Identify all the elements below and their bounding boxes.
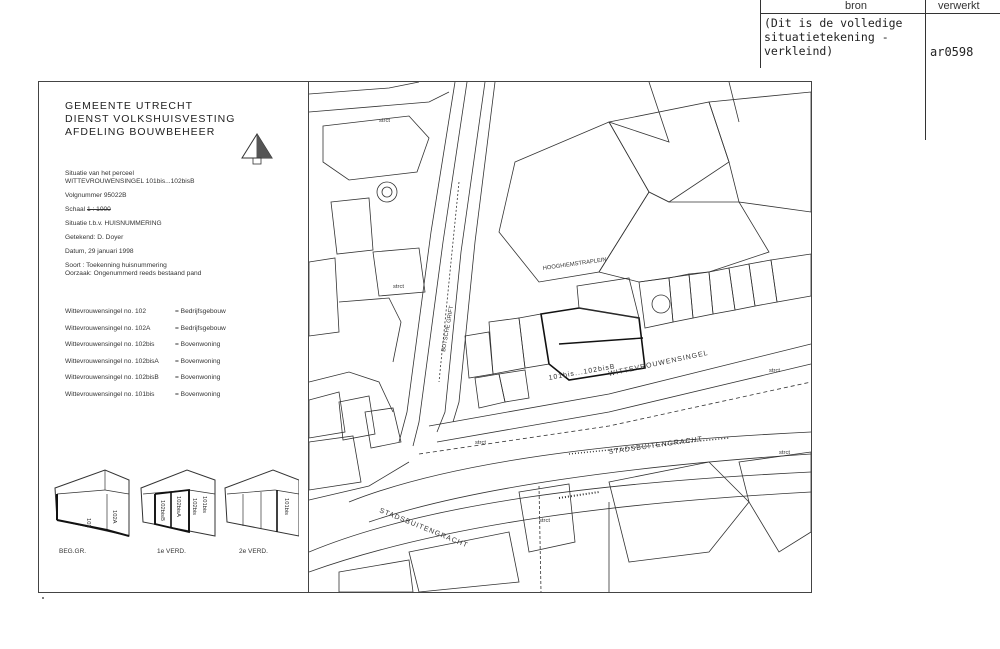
map-small-label: strct <box>393 284 404 290</box>
organisation <box>65 100 235 139</box>
org-line: GEMEENTE UTRECHT <box>65 100 194 112</box>
street-label-stadsbuitengracht: STADSBUITENGRACHT <box>608 435 704 456</box>
usage-type: = Bovenwoning <box>175 341 221 348</box>
floor-label: BEG.GR. <box>59 548 87 555</box>
square-label: HOOGHIEMSTRAPLEIN <box>542 257 608 272</box>
usage-type: = Bovenwoning <box>175 390 221 398</box>
usage-type: = Bedrijfsgebouw <box>175 308 226 315</box>
situatie-tbv: Situatie t.b.v. HUISNUMMERING <box>65 220 162 227</box>
org-line: AFDELING BOUWBEHEER <box>65 126 216 138</box>
street-label-stadsbuitengracht: STADSBUITENGRACHT <box>378 507 469 550</box>
title-block <box>39 82 309 592</box>
drawing-metadata <box>65 170 285 284</box>
schaal <box>65 206 285 214</box>
list-item <box>65 308 295 325</box>
stamp-divider <box>925 0 926 140</box>
list-item <box>65 341 295 358</box>
floor-number: 102bisB <box>159 500 165 521</box>
verwerkt-header: verwerkt <box>938 0 980 12</box>
stamp-divider <box>760 13 1000 14</box>
scan-speck <box>42 597 44 599</box>
street-label-wittevrouwensingel-parcel: 101bis...102bisB <box>548 363 617 382</box>
street-label-wittevrouwensingel: WITTEVROUWENSINGEL <box>607 349 710 378</box>
situatie-value: WITTEVROUWENSINGEL 101bis...102bisB <box>65 178 195 185</box>
floor-label: 1e VERD. <box>157 548 186 555</box>
stamp-divider <box>760 0 761 68</box>
list-item <box>65 358 295 375</box>
map-small-label: strct <box>779 450 790 456</box>
north-arrow-icon <box>239 132 279 168</box>
getekend: Getekend: D. Doyer <box>65 234 124 241</box>
usage-address: Wittevrouwensingel no. 102bisB <box>65 374 159 381</box>
drawing-sheet <box>38 81 812 593</box>
floor-plan-ground <box>55 470 129 536</box>
datum: Datum, 29 januari 1998 <box>65 248 134 255</box>
map-small-label: strct <box>475 440 486 446</box>
list-item <box>65 374 295 391</box>
stamp-note: (Dit is de volledige situatietekening - verkleind) <box>764 16 903 58</box>
canal-label: BUTSCHE GRIFT <box>441 305 456 353</box>
map-small-label: strct <box>539 518 550 524</box>
map-small-label: strct <box>769 368 780 374</box>
floor-number: 101bis <box>283 498 289 516</box>
usage-type: = Bovenwoning <box>175 374 221 381</box>
volgnummer: Volgnummer 95022B <box>65 192 127 199</box>
usage-type: = Bedrijfsgebouw <box>175 324 226 332</box>
stamp-code: ar0598 <box>930 45 974 59</box>
schaal-prefix: Schaal <box>65 206 87 213</box>
floor-number: 102bis <box>191 498 197 516</box>
site-map <box>309 82 811 592</box>
floor-diagrams <box>49 464 299 554</box>
usage-address: Wittevrouwensingel no. 102A <box>65 324 151 332</box>
usage-type: = Bovenwoning <box>175 357 221 365</box>
usage-address: Wittevrouwensingel no. 101bis <box>65 390 155 398</box>
situatie-label: Situatie van het perceel <box>65 170 134 177</box>
map-small-label: strct <box>379 118 390 124</box>
list-item <box>65 325 295 342</box>
schaal-value: 1 : 1000 <box>87 206 111 213</box>
floor-number: 101bis <box>201 496 207 514</box>
usage-address: Wittevrouwensingel no. 102bis <box>65 341 155 348</box>
org-line: DIENST VOLKSHUISVESTING <box>65 113 236 125</box>
floor-label: 2e VERD. <box>239 548 268 555</box>
floor-plan-second <box>225 470 299 536</box>
floor-plan-first <box>141 470 215 536</box>
floor-number: 102bisA <box>175 496 181 517</box>
usage-address: Wittevrouwensingel no. 102bisA <box>65 357 159 365</box>
oorzaak: Oorzaak: Ongenummerd reeds bestaand pand <box>65 270 202 277</box>
bron-header: bron <box>845 0 868 12</box>
map-drawing <box>309 82 811 592</box>
floor-number: 102 <box>85 518 91 528</box>
soort: Soort : Toekenning huisnummering <box>65 262 167 269</box>
usage-address: Wittevrouwensingel no. 102 <box>65 308 147 315</box>
usage-list <box>65 308 295 407</box>
list-item <box>65 391 295 408</box>
floor-number: 102A <box>111 510 117 524</box>
